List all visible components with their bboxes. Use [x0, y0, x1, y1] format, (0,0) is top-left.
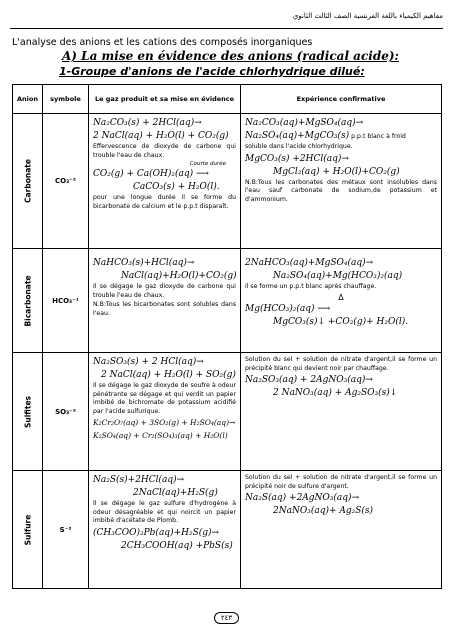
experience-cell [241, 471, 442, 589]
col-anion: Anion [13, 85, 43, 114]
header-divider [10, 28, 443, 29]
col-gaz: Le gaz produit et sa mise en évidence [89, 85, 241, 114]
description: Il se dégage le gaz dioxyde de carbone qui trouble l'eau de chaux. [93, 283, 236, 299]
equation: Na₂CO₃(s) + 2HCl(aq)→ [93, 118, 202, 128]
equation: (CH₃COO)₂Pb(aq)+H₂S(g)→ [93, 527, 220, 538]
anion-cell [13, 114, 43, 249]
equation-part: Na₂SO₄(aq)+MgCO₃(s) [245, 131, 350, 141]
equation: CO₂(g) + Ca(OH)₂(aq) ⟶ [93, 169, 209, 179]
description: il se forme un p.p.t blanc après chauffage. [245, 283, 377, 290]
equation: Na₂SO₃(s) + 2 HCl(aq)→ [93, 357, 204, 367]
equation: MgCO₃(s)↓ +CO₂(g)+ H₂O(l). [273, 316, 409, 327]
page-title: L'analyse des anions et les cations des composés inorganiques [12, 37, 313, 48]
description: soluble dans l'acide chlorhydrique. [245, 143, 353, 150]
equation: 2NaNO₃(aq)+ Ag₂S(s) [273, 506, 374, 516]
description: Il se dégage le gaz sulfure d'hydrogène à odeur désagréable et qui noircit un papier imbibé d'acétate de Plomb. [93, 500, 236, 524]
equation: CaCO₃(s) + H₂O(l). [133, 182, 220, 192]
symbol-cell: CO₃⁻² [43, 114, 89, 249]
equation: NaCl(aq)+H₂O(l)+CO₂(g) [121, 271, 237, 281]
symbol-cell: HCO₃⁻¹ [43, 249, 89, 353]
equation: 2CH₃COOH(aq) +PbS(s) [121, 540, 233, 551]
equation: Na₂S(s)+2HCl(aq)→ [93, 475, 185, 485]
equation: K₂Cr₂O₇(aq) + 3SO₂(g) + H₂SO₄(aq)→ [93, 418, 236, 427]
anion-name: Sulfure [23, 514, 32, 545]
equation: 2 NaCl(aq) + H₂O(l) + SO₂(g) [101, 370, 236, 380]
equation: K₂SO₄(aq) + Cr₂(SO₄)₃(aq) + H₂O(l) [93, 431, 228, 440]
equation: Na₂CO₃(aq)+MgSO₄(aq)→ [245, 118, 364, 128]
table-row [13, 353, 442, 471]
experience-cell [241, 114, 442, 249]
description: Effervescence de dioxyde de carbone qui trouble l'eau de chaux. [93, 143, 236, 159]
page-number-label: ٢٤٣ [214, 612, 239, 624]
table-header-row [13, 85, 442, 114]
table-row [13, 249, 442, 353]
anion-cell [13, 249, 43, 353]
section-1-heading: 1-Groupe d'anions de l'acide chlorhydrique dilué: [59, 65, 365, 78]
condition-label: Courte durée [189, 161, 226, 167]
gaz-cell [89, 471, 241, 589]
description: pour une longue durée il se forme du bicarbonate de calcium et le p.p.t disparaît. [93, 194, 236, 210]
equation: 2 NaCl(aq) + H₂O(l) + CO₂(g) [93, 131, 229, 141]
gaz-cell [89, 249, 241, 353]
note: N.B:Tous les bicarbonates sont solubles dans l'eau. [93, 301, 236, 317]
equation: 2NaCl(aq)+H₂S(g) [133, 488, 218, 498]
symbol-cell: S⁻² [43, 471, 89, 589]
description: Il se dégage le gaz dioxyde de soufre à odeur pénétrante se dégage et qui verdit un papier imbibé de bichromate de potassium acidifié par l'acide sulfurique. [93, 382, 236, 415]
equation: 2NaHCO₃(aq)+MgSO₄(aq)→ [245, 258, 374, 268]
equation: NaHCO₃(s)+HCl(aq)→ [93, 258, 195, 268]
equation: 2 NaNO₃(aq) + Ag₂SO₃(s)↓ [273, 388, 398, 398]
anion-cell [13, 353, 43, 471]
page-number [0, 612, 453, 624]
equation: Na₂SO₃(aq) + 2AgNO₃(aq)→ [245, 375, 373, 385]
equation: Na₂S(aq) +2AgNO₃(aq)→ [245, 493, 360, 503]
equation: MgCO₃(s) +2HCl(aq)→ [245, 153, 349, 164]
gaz-cell [89, 114, 241, 249]
anion-cell [13, 471, 43, 589]
gaz-cell [89, 353, 241, 471]
note: N.B:Tous les carbonates des métaux sont insolubles dans l'eau sauf carbonate de sodium,de potassium et d'ammonium. [245, 178, 437, 203]
description: Solution du sel + solution de nitrate d'argent,il se forme un précipité blanc qui devient noir par chauffage. [245, 356, 437, 372]
anions-table [12, 84, 442, 589]
heat-symbol: Δ [338, 292, 344, 302]
page-header: مفاهيم الكيمياء باللغة الفرنسية الصف الثالث الثانوي [292, 12, 443, 20]
table-row [13, 114, 442, 249]
table-row [13, 471, 442, 589]
col-symbole: symbole [43, 85, 89, 114]
equation: Na₂SO₄(aq)+Mg(HCO₃)₂(aq) [273, 271, 403, 281]
experience-cell [241, 249, 442, 353]
equation: Mg(HCO₃)₂(aq) ⟶ [245, 303, 331, 314]
section-a-heading: A) La mise en évidence des anions (radical acide): [62, 49, 399, 63]
description: Solution du sel + solution de nitrate d'argent,il se forme un précipité noir de sulfure d'argent. [245, 474, 437, 490]
experience-cell [241, 353, 442, 471]
anion-name: Bicarbonate [23, 274, 32, 327]
anion-name: Sulfites [23, 395, 32, 428]
symbol-cell: SO₃⁻² [43, 353, 89, 471]
equation: MgCl₂(aq) + H₂O(l)+CO₂(g) [273, 166, 400, 177]
equation-with-note [245, 130, 437, 142]
equation-note: p.p.t blanc à froid [349, 133, 406, 140]
anion-name: Carbonate [23, 159, 32, 203]
col-experience: Expérience confirmative [241, 85, 442, 114]
